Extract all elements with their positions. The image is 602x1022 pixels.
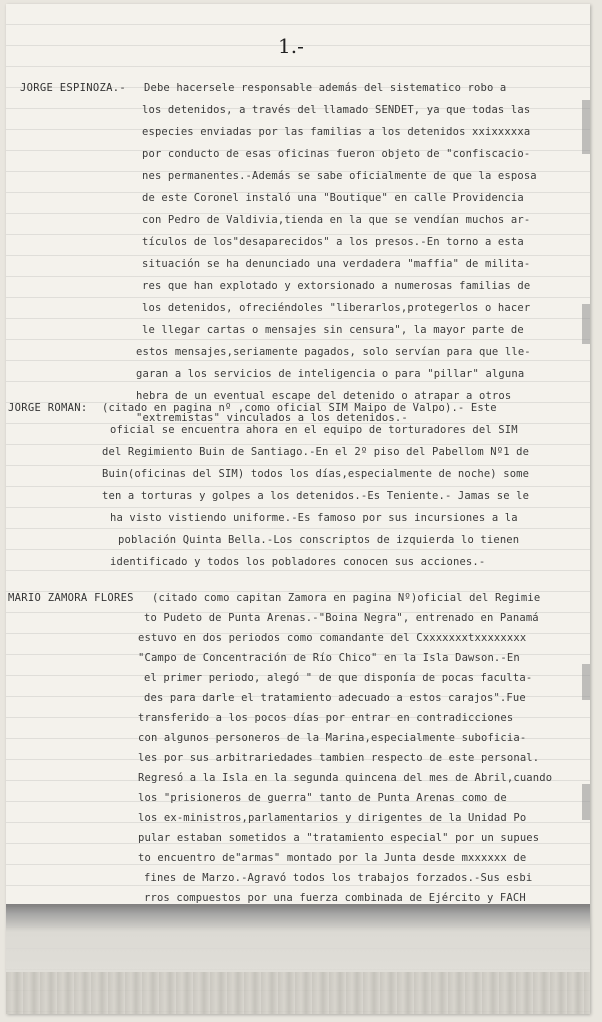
document-page [6,4,590,1014]
scan-edge-mark [582,664,590,700]
text-line: estos mensajes,seriamente pagados, solo servían para que lle- [136,346,531,358]
text-line: to Pudeto de Punta Arenas.-"Boina Negra", entrenado en Panamá [144,612,539,624]
entry-name: MARIO ZAMORA FLORES [8,592,134,604]
text-line: los ex-ministros,parlamentarios y dirigentes de la Unidad Po [138,812,527,824]
text-line: "extremistas" vinculados a los detenidos.- [136,412,408,424]
text-line: (citado como capitan Zamora en pagina Nº)oficial del Regimie [152,592,541,604]
text-line: to encuentro de"armas" montado por la Junta desde mxxxxxx de [138,852,527,864]
text-line: Debe hacersele responsable además del sistematico robo a [144,82,507,94]
text-line: tículos de los"desaparecidos" a los presos.-En torno a esta [142,236,524,248]
text-line: Regresó a la Isla en la segunda quincena del mes de Abril,cuando [138,772,553,784]
text-line: nes permanentes.-Además se sabe oficialmente de que la esposa [142,170,537,182]
text-line: ha visto vistiendo uniforme.-Es famoso por sus incursiones a la [110,512,518,524]
entry-name: JORGE ROMAN: [8,402,88,414]
entry-name: JORGE ESPINOZA.- [20,82,126,94]
text-line: con algunos personeros de la Marina,especialmente suboficia- [138,732,527,744]
text-line: res que han explotado y extorsionado a numerosas familias de [142,280,531,292]
text-line: rros compuestos por una fuerza combinada de Ejército y FACH [144,892,526,904]
text-line: los detenidos, ofreciéndoles "liberarlos,protegerlos o hacer [142,302,531,314]
page-number: 1.- [278,34,304,58]
text-line: el primer periodo, alegó " de que disponía de pocas faculta- [144,672,533,684]
text-line: ten a torturas y golpes a los detenidos.-Es Teniente.- Jamas se le [102,490,530,502]
text-line: pular estaban sometidos a "tratamiento especial" por un supues [138,832,540,844]
text-line: por conducto de esas oficinas fueron objeto de "confiscacio- [142,148,531,160]
text-line: del Regimiento Buin de Santiago.-En el 2º piso del Pabellom Nº1 de [102,446,530,458]
text-line: identificado y todos los pobladores conocen sus acciones.- [110,556,486,568]
text-line: garan a los servicios de inteligencia o para "pillar" alguna [136,368,525,380]
text-line: población Quinta Bella.-Los conscriptos de izquierda lo tienen [118,534,520,546]
text-line: estuvo en dos periodos como comandante del Cxxxxxxxtxxxxxxxx [138,632,527,644]
text-line: des para darle el tratamiento adecuado a estos carajos".Fue [144,692,526,704]
text-line: situación se ha denunciado una verdadera "maffia" de milita- [142,258,531,270]
text-line: de este Coronel instaló una "Boutique" en calle Providencia [142,192,524,204]
text-line: "Campo de Concentración de Río Chico" en la Isla Dawson.-En [138,652,520,664]
scan-shadow [6,904,590,1014]
scan-edge-mark [582,784,590,820]
scan-edge-mark [582,304,590,344]
text-line: Buin(oficinas del SIM) todos los días,especialmente de noche) some [102,468,530,480]
text-line: (citado en pagina nº ,como oficial SIM Maipo de Valpo).- Este [102,402,497,414]
text-line: con Pedro de Valdivia,tienda en la que se vendían muchos ar- [142,214,531,226]
text-line: especies enviadas por las familias a los detenidos xxixxxxxa [142,126,531,138]
text-line: les por sus arbitrariedades tambien respecto de este personal. [138,752,540,764]
scan-edge-mark [582,100,590,154]
text-line: hebra de un eventual escape del detenido o atrapar a otros [136,390,512,402]
text-line: los "prisioneros de guerra" tanto de Punta Arenas como de [138,792,507,804]
text-line: transferido a los pocos días por entrar en contradicciones [138,712,514,724]
text-line: fines de Marzo.-Agravó todos los trabajos forzados.-Sus esbi [144,872,533,884]
text-line: le llegar cartas o mensajes sin censura", la mayor parte de [142,324,524,336]
text-line: los detenidos, a través del llamado SENDET, ya que todas las [142,104,531,116]
text-line: oficial se encuentra ahora en el equipo de torturadores del SIM [110,424,518,436]
